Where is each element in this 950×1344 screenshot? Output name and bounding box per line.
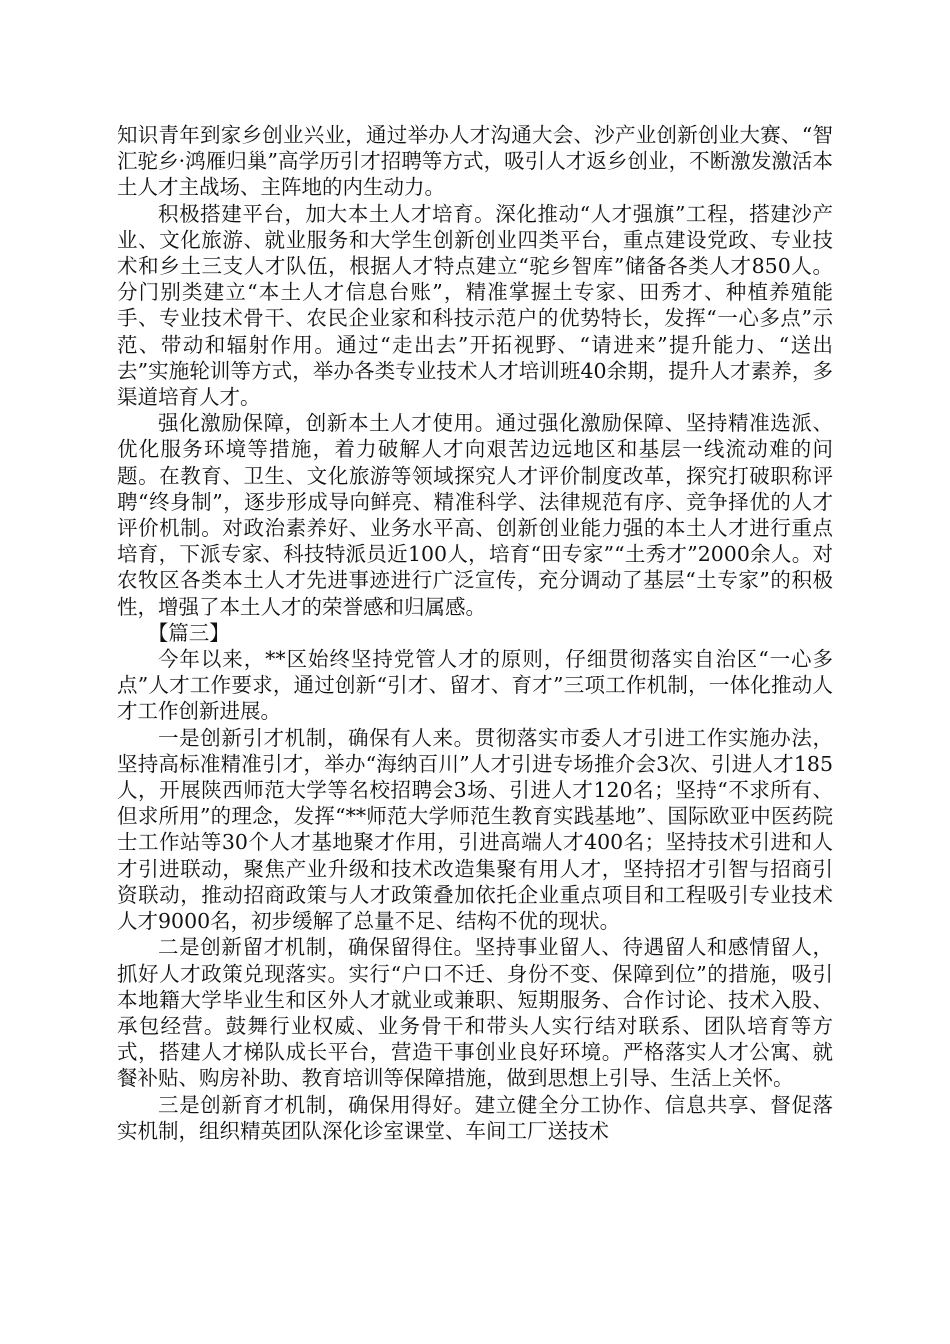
paragraph-incentive-guarantee: 强化激励保障，创新本土人才使用。通过强化激励保障、坚持精准选派、优化服务环境等措施，着力破解人才向艰苦边远地区和基层一线流动难的问题。在教育、卫生、文化旅游等领域探究人才评价制度改革，探究打破职称评聘“终身制”，逐步形成导向鲜亮、精准科学、法律规范有序、竞争择优的人才评价机制。对政治素养好、业务水平高、创新创业能力强的本土人才进行重点培育，下派专家、科技特派员近100人，培育“田专家”“土秀才”2000余人。对农牧区各类本土人才先进事迹进行广泛宣传，充分调动了基层“土专家”的积极性，增强了本土人才的荣誉感和归属感。 xyxy=(117,411,833,619)
paragraph-continuation: 知识青年到家乡创业兴业，通过举办人才沟通大会、沙产业创新创业大赛、“智汇驼乡·鸿雁归巢”高学历引才招聘等方式，吸引人才返乡创业，不断激发激活本土人才主战场、主阵地的内生动力。 xyxy=(117,123,833,200)
paragraph-retain-talent: 二是创新留才机制，确保留得住。坚持事业留人、待遇留人和感情留人，抓好人才政策兑现落实。实行“户口不迁、身份不变、保障到位”的措施，吸引本地籍大学毕业生和区外人才就业或兼职、短期服务、合作讨论、技术入股、承包经营。鼓舞行业权威、业务骨干和带头人实行结对联系、团队培育等方式，搭建人才梯队成长平台，营造干事创业良好环境。严格落实人才公寓、就餐补贴、购房补助、教育培训等保障措施，做到思想上引导、生活上关怀。 xyxy=(117,935,833,1091)
paragraph-cultivate-talent: 三是创新育才机制，确保用得好。建立健全分工协作、信息共享、督促落实机制，组织精英团队深化诊室课堂、车间工厂送技术 xyxy=(117,1092,833,1143)
paragraph-intro: 今年以来，**区始终坚持党管人才的原则，仔细贯彻落实自治区“一心多点”人才工作要求，通过创新“引才、留才、育才”三项工作机制，一体化推动人才工作创新进展。 xyxy=(117,647,833,724)
section-heading: 【篇三】 xyxy=(147,620,230,645)
document-body xyxy=(117,122,833,1144)
paragraph-attract-talent: 一是创新引才机制，确保有人来。贯彻落实市委人才引进工作实施办法，坚持高标准精准引才，举办“海纳百川”人才引进专场推介会3次、引进人才185人，开展陕西师范大学等名校招聘会3场、引进人才120名；坚持“不求所有、但求所用”的理念，发挥“**师范大学师范生教育实践基地”、国际欧亚中医药院士工作站等30个人才基地聚才作用，引进高端人才400名；坚持技术引进和人才引进联动，聚焦产业升级和技术改造集聚有用人才，坚持招才引智与招商引资联动，推动招商政策与人才政策叠加依托企业重点项目和工程吸引专业技术人才9000名，初步缓解了总量不足、结构不优的现状。 xyxy=(117,725,833,934)
paragraph-platform-building: 积极搭建平台，加大本土人才培育。深化推动“人才强旗”工程，搭建沙产业、文化旅游、就业服务和大学生创新创业四类平台，重点建设党政、专业技术和乡土三支人才队伍，根据人才特点建立“驼乡智库”储备各类人才850人。分门别类建立“本土人才信息台账”，精准掌握土专家、田秀才、种植养殖能手、专业技术骨干、农民企业家和科技示范户的优势特长，发挥“一心多点”示范、带动和辐射作用。通过“走出去”开拓视野、“请进来”提升能力、“送出去”实施轮训等方式，举办各类专业技术人才培训班40余期，提升人才素养，多渠道培育人才。 xyxy=(117,201,833,410)
